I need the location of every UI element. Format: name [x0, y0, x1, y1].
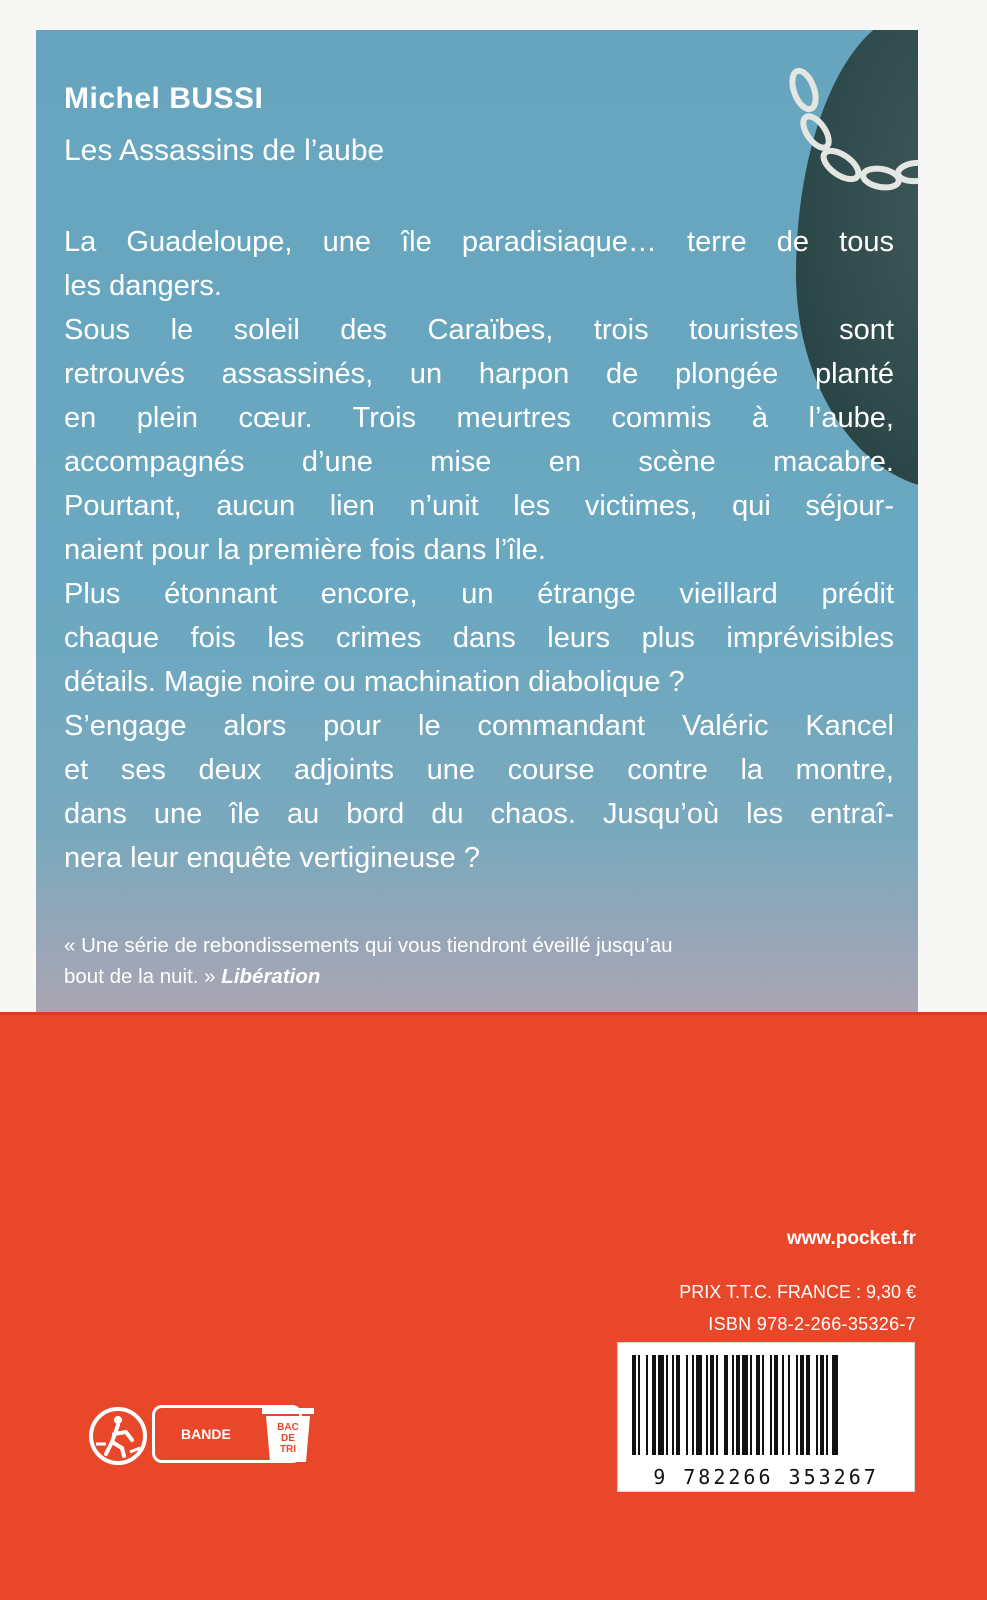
back-cover-panel: [36, 30, 918, 1040]
barcode-bar: [632, 1355, 636, 1455]
author-name: Michel BUSSI: [64, 82, 264, 115]
blurb-line: accompagnés d’une mise en scène macabre.: [64, 446, 894, 478]
bin-label-3: TRI: [279, 1444, 297, 1455]
barcode-bar: [782, 1355, 784, 1455]
barcode-bar: [736, 1355, 740, 1455]
press-quote: [64, 930, 894, 992]
barcode-bar: [672, 1355, 674, 1455]
barcode-bar: [652, 1355, 656, 1455]
quote-source: Libération: [221, 965, 321, 988]
barcode-number: 9 782266 353267: [653, 1465, 879, 1489]
blurb-line: S’engage alors pour le commandant Valéric Kancel: [64, 710, 894, 742]
recycling-bin-icon: [258, 1402, 318, 1466]
barcode-bar: [762, 1355, 764, 1455]
barcode-bar: [692, 1355, 694, 1455]
barcode-bar: [832, 1355, 838, 1455]
barcode-bar: [806, 1355, 810, 1455]
bin-label-2: DE: [281, 1433, 295, 1444]
blurb-line: Pourtant, aucun lien n’unit les victimes, qui séjour-: [64, 490, 894, 522]
blurb-line: naient pour la première fois dans l’île.: [64, 534, 546, 566]
bin-label-1: BAC: [277, 1422, 299, 1433]
barcode-bar: [820, 1355, 824, 1455]
barcode-bar: [796, 1355, 798, 1455]
triman-recycle-icon: [86, 1404, 150, 1468]
barcode-bar: [724, 1355, 728, 1455]
quote-line-2: [64, 961, 894, 992]
blurb-line: les dangers.: [64, 270, 222, 302]
isbn-label: ISBN 978-2-266-35326-7: [708, 1314, 916, 1334]
book-title: Les Assassins de l’aube: [64, 134, 385, 167]
blurb-line: dans une île au bord du chaos. Jusqu’où les entraî-: [64, 798, 894, 830]
barcode-bar: [706, 1355, 708, 1455]
barcode-bar: [716, 1355, 718, 1455]
blurb-line: La Guadeloupe, une île paradisiaque… terre de tous: [64, 226, 894, 258]
blurb-line: nera leur enquête vertigineuse ?: [64, 842, 480, 874]
barcode-bar: [742, 1355, 748, 1455]
website-link[interactable]: www.pocket.fr: [786, 1228, 916, 1249]
blurb-line: Plus étonnant encore, un étrange vieillard prédit: [64, 578, 894, 610]
recycle-label: BANDE: [181, 1426, 231, 1442]
barcode-bar: [756, 1355, 760, 1455]
barcode-bar: [686, 1355, 688, 1455]
barcode-bar: [732, 1355, 734, 1455]
barcode-bar: [666, 1355, 668, 1455]
barcode-bar: [788, 1355, 790, 1455]
blurb: [64, 220, 894, 880]
blurb-line: et ses deux adjoints une course contre la montre,: [64, 754, 894, 786]
barcode-bar: [646, 1355, 648, 1455]
barcode-bar: [826, 1355, 828, 1455]
barcode-bar: [696, 1355, 702, 1455]
barcode-bar: [658, 1355, 664, 1455]
barcode: [617, 1342, 915, 1492]
blurb-line: retrouvés assassinés, un harpon de plongée planté: [64, 358, 894, 390]
chain-image: [776, 60, 918, 220]
barcode-bar: [816, 1355, 818, 1455]
barcode-bar: [710, 1355, 714, 1455]
blurb-line: détails. Magie noire ou machination diabolique ?: [64, 666, 685, 698]
blurb-line: chaque fois les crimes dans leurs plus imprévisibles: [64, 622, 894, 654]
barcode-bars: [632, 1355, 900, 1455]
barcode-bar: [676, 1355, 680, 1455]
barcode-bar: [770, 1355, 772, 1455]
blurb-line: en plein cœur. Trois meurtres commis à l’aube,: [64, 402, 894, 434]
barcode-bar: [750, 1355, 752, 1455]
promo-band: [0, 1012, 987, 1600]
barcode-bar: [774, 1355, 778, 1455]
barcode-bar: [800, 1355, 804, 1455]
quote-text: bout de la nuit. »: [64, 965, 216, 988]
blurb-line: Sous le soleil des Caraïbes, trois touristes sont: [64, 314, 894, 346]
quote-line: « Une série de rebondissements qui vous tiendront éveillé jusqu’au: [64, 934, 673, 957]
barcode-bar: [638, 1355, 640, 1455]
price-label: PRIX T.T.C. FRANCE : 9,30 €: [679, 1282, 916, 1302]
